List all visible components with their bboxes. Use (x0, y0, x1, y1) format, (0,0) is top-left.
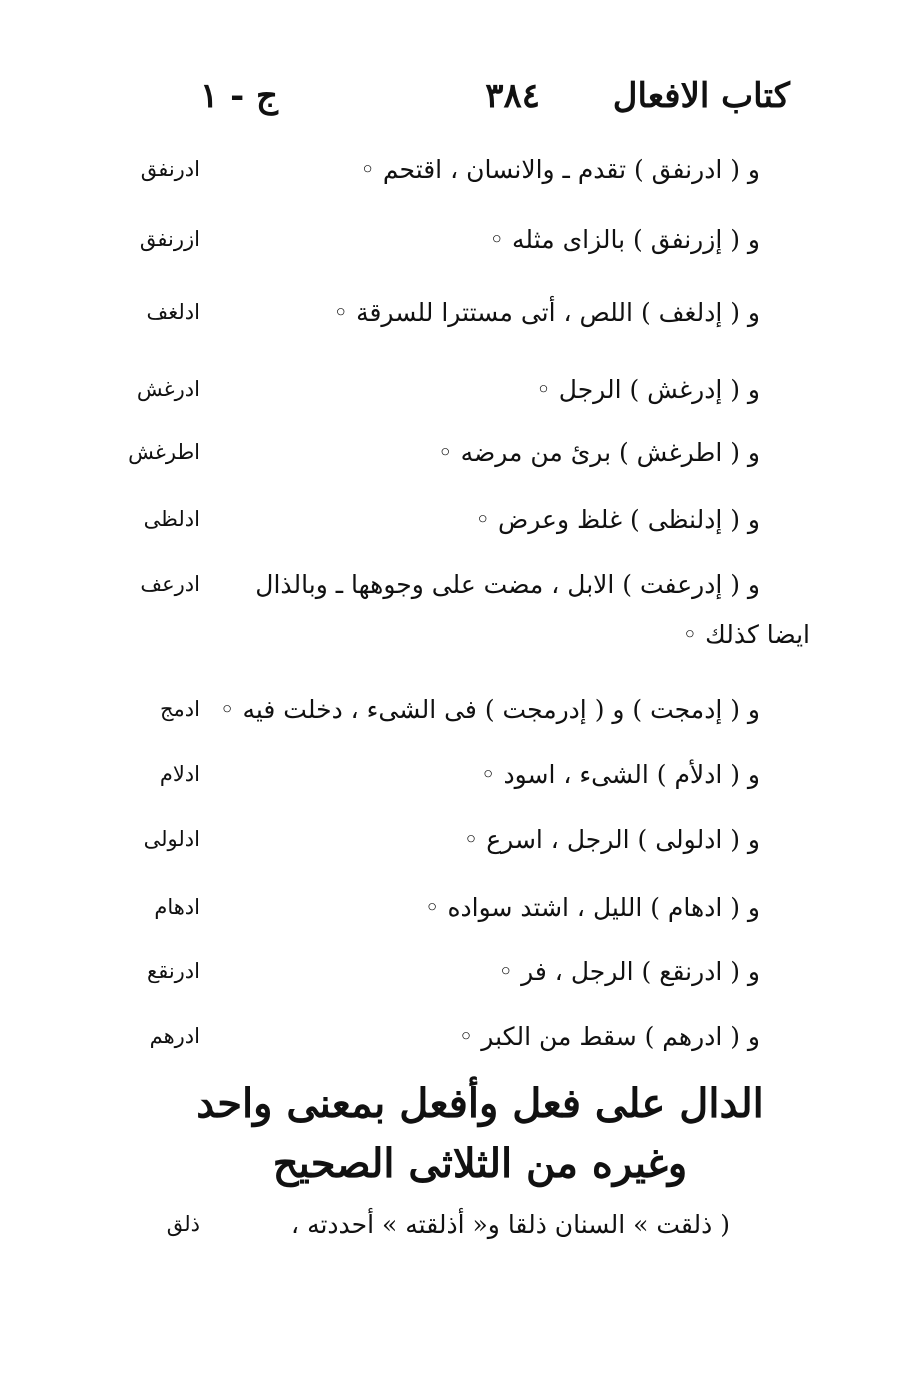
entry-root: ادهام (154, 895, 200, 919)
entry-text: ( ذلقت » السنان ذلقا و« أذلقته » أحددته ، (291, 1210, 730, 1239)
entry-text: و ( ادلأم ) الشىء ، اسود ◦ (480, 760, 760, 789)
dictionary-entry (60, 1022, 760, 1072)
dictionary-entry (60, 695, 760, 745)
entry-text: و ( إدمجت ) و ( إدرمجت ) فى الشىء ، دخلت فيه ◦ (219, 695, 760, 724)
dictionary-entry (60, 298, 760, 348)
entry-root: ادلولى (143, 827, 200, 851)
entry-text: و ( اطرغش ) برئ من مرضه ◦ (437, 438, 760, 467)
section-heading-line2: وغيره من الثلاثى الصحيح (272, 1140, 688, 1187)
page-number: ٣٨٤ (485, 76, 540, 116)
section-heading-line1: الدال على فعل وأفعل بمعنى واحد (196, 1080, 764, 1127)
entry-root: ادرغش (136, 377, 200, 401)
entry-root: ادرهم (149, 1024, 200, 1048)
entry-root: ادرنقع (147, 959, 200, 983)
entry-text: و ( إدلنظى ) غلظ وعرض ◦ (475, 505, 760, 534)
dictionary-entry (60, 893, 760, 943)
dictionary-entry (60, 760, 760, 810)
entry-root: ادلام (159, 762, 200, 786)
dictionary-entry (60, 375, 760, 425)
entry-text: و ( إدرغش ) الرجل ◦ (536, 375, 760, 404)
final-entry (60, 1210, 760, 1260)
entry-text: و ( ادرنقع ) الرجل ، فر ◦ (498, 957, 760, 986)
entry-root: ادلظى (143, 507, 200, 531)
entry-root: ادرنفق (140, 157, 200, 181)
dictionary-entry (60, 155, 760, 205)
entry-root: ذلق (166, 1212, 200, 1236)
entry-root: اطرغش (128, 440, 200, 464)
entry-text: و ( ادهام ) الليل ، اشتد سواده ◦ (424, 893, 760, 922)
dictionary-entry (60, 825, 760, 875)
volume-label: ج - ١ (200, 76, 278, 116)
entry-root: ازرنفق (139, 227, 200, 251)
entry-continuation: ايضا كذلك ◦ (682, 620, 810, 649)
entry-text: و ( ادرهم ) سقط من الكبر ◦ (458, 1022, 760, 1051)
book-title: كتاب الافعال (612, 76, 790, 116)
dictionary-entry (60, 225, 760, 275)
dictionary-entry (60, 505, 760, 555)
dictionary-entry (60, 570, 760, 620)
dictionary-entry (60, 957, 760, 1007)
entry-root: ادلغف (146, 300, 200, 324)
entry-text: و ( إزرنفق ) بالزاى مثله ◦ (489, 225, 760, 254)
entry-root: ادمج (160, 697, 200, 721)
entry-text: و ( ادرنفق ) تقدم ـ والانسان ، اقتحم ◦ (360, 155, 760, 184)
entry-text: و ( إدرعفت ) الابل ، مضت على وجوهها ـ وبالذال (255, 570, 760, 599)
entry-text: و ( ادلولى ) الرجل ، اسرع ◦ (463, 825, 760, 854)
page-header (200, 76, 790, 126)
dictionary-entry (60, 438, 760, 488)
entry-text: و ( إدلغف ) اللص ، أتى مستترا للسرقة ◦ (333, 298, 760, 327)
entry-root: ادرعف (140, 572, 200, 596)
